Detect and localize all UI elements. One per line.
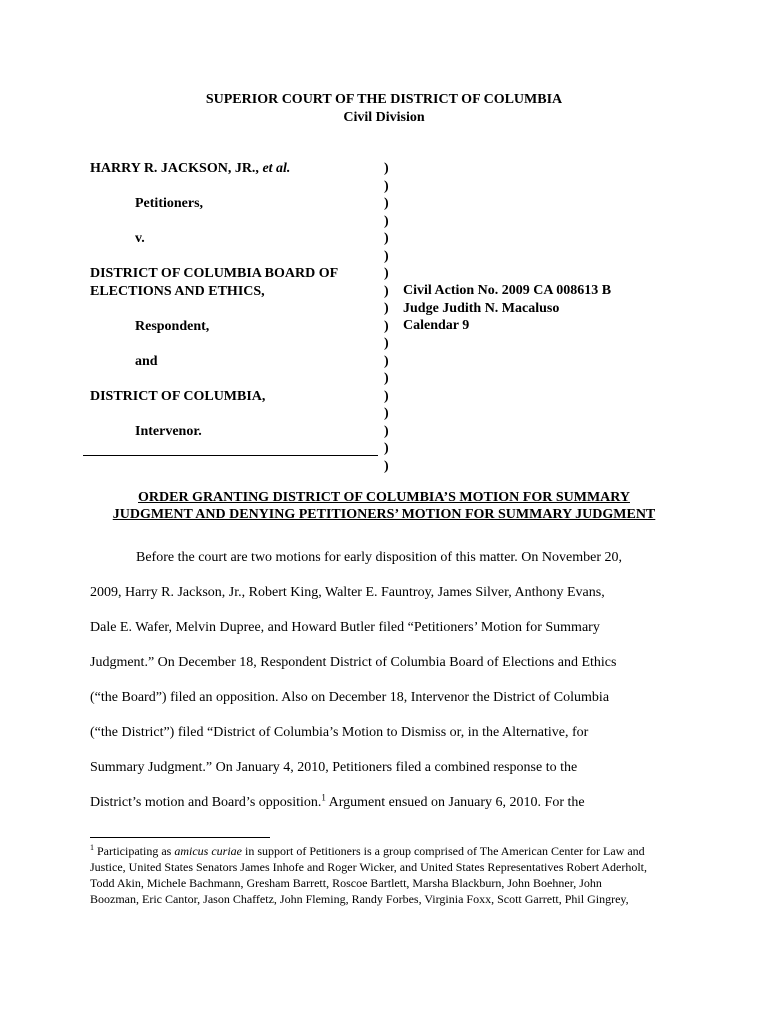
footnote-lead: Participating as (94, 844, 175, 858)
order-body (90, 540, 690, 820)
caption-paren: ) (384, 388, 389, 404)
body-line: Dale E. Wafer, Melvin Dupree, and Howard Butler filed “Petitioners’ Motion for Summary (90, 620, 600, 635)
caption-paren: ) (384, 441, 389, 456)
judge-name: Judge Judith N. Macaluso (403, 300, 560, 316)
respondent-role: Respondent, (135, 318, 210, 334)
body-line: (“the District”) filed “District of Columbia’s Motion to Dismiss or, in the Alternative, for (90, 725, 589, 740)
petitioner-name: HARRY R. JACKSON, JR., (90, 161, 259, 176)
order-title-line1: ORDER GRANTING DISTRICT OF COLUMBIA’S MOTION FOR SUMMARY (138, 490, 630, 505)
order-title-line2: JUDGMENT AND DENYING PETITIONERS’ MOTION FOR SUMMARY JUDGMENT (112, 507, 656, 522)
footnote (90, 843, 690, 907)
court-header (0, 91, 768, 127)
petitioner-line (90, 160, 380, 178)
intervenor-name: DISTRICT OF COLUMBIA, (90, 388, 266, 404)
respondent-name-line2: ELECTIONS AND ETHICS, (90, 283, 265, 299)
body-line-text: District’s motion and Board’s opposition. (90, 795, 322, 810)
footnote-amicus: amicus curiae (174, 844, 242, 858)
caption-paren: ) (384, 161, 389, 176)
caption-paren: ) (384, 213, 389, 229)
body-line: Judgment.” On December 18, Respondent District of Columbia Board of Elections and Ethics (90, 655, 617, 670)
civil-action-number: Civil Action No. 2009 CA 008613 B (403, 283, 612, 298)
caption-paren: ) (384, 458, 389, 474)
caption-paren: ) (384, 423, 389, 439)
footnote-line: Justice, United States Senators James Inhofe and Roger Wicker, and United States Representatives Robert Aderholt, (90, 860, 648, 874)
caption-paren: ) (384, 353, 389, 369)
respondent-name-line1: DISTRICT OF COLUMBIA BOARD OF (90, 266, 339, 281)
court-name: SUPERIOR COURT OF THE DISTRICT OF COLUMBIA (205, 92, 563, 107)
caption-paren: ) (384, 301, 389, 316)
caption-paren: ) (384, 178, 389, 194)
court-division: Civil Division (343, 110, 425, 125)
caption-paren-column (384, 160, 389, 475)
order-title (0, 489, 768, 523)
body-line: (“the Board”) filed an opposition. Also on December 18, Intervenor the District of Columbia (90, 690, 610, 705)
body-line: Before the court are two motions for early disposition of this matter. On November 20, (136, 550, 623, 565)
caption-paren: ) (384, 196, 389, 211)
footnote-line (90, 843, 690, 859)
case-info (403, 282, 611, 335)
caption-paren: ) (384, 336, 389, 351)
footnote-reference[interactable]: 1 (321, 792, 326, 803)
caption-paren: ) (384, 248, 389, 264)
body-line: 2009, Harry R. Jackson, Jr., Robert King, Walter E. Fauntroy, James Silver, Anthony Evans, (90, 585, 605, 600)
footnote-number: 1 (90, 843, 94, 852)
petitioners-role: Petitioners, (135, 196, 204, 211)
caption-divider (83, 455, 378, 456)
body-line-tail: Argument ensued on January 6, 2010. For the (325, 795, 585, 810)
caption-paren: ) (384, 371, 389, 386)
body-line: Summary Judgment.” On January 4, 2010, Petitioners filed a combined response to the (90, 760, 578, 775)
intervenor-role: Intervenor. (135, 423, 202, 439)
versus: v. (135, 231, 145, 246)
caption-paren: ) (384, 266, 389, 281)
case-caption-parties (90, 160, 380, 440)
caption-paren: ) (384, 231, 389, 246)
footnote-line: Boozman, Eric Cantor, Jason Chaffetz, John Fleming, Randy Forbes, Virginia Foxx, Scott Garrett, Phil Gingrey, (90, 892, 629, 906)
calendar-number: Calendar 9 (403, 318, 470, 333)
caption-paren: ) (384, 406, 389, 421)
footnote-line1-rest: in support of Petitioners is a group comprised of The American Center for Law and (241, 844, 645, 858)
petitioner-etal: et al. (262, 161, 291, 176)
footnote-line: Todd Akin, Michele Bachmann, Gresham Barrett, Roscoe Bartlett, Marsha Blackburn, John Boehner, John (90, 876, 602, 890)
body-line-last (90, 785, 690, 820)
conjunction-and: and (135, 353, 158, 369)
caption-paren: ) (384, 283, 389, 299)
caption-paren: ) (384, 318, 389, 334)
footnote-divider (90, 837, 270, 838)
